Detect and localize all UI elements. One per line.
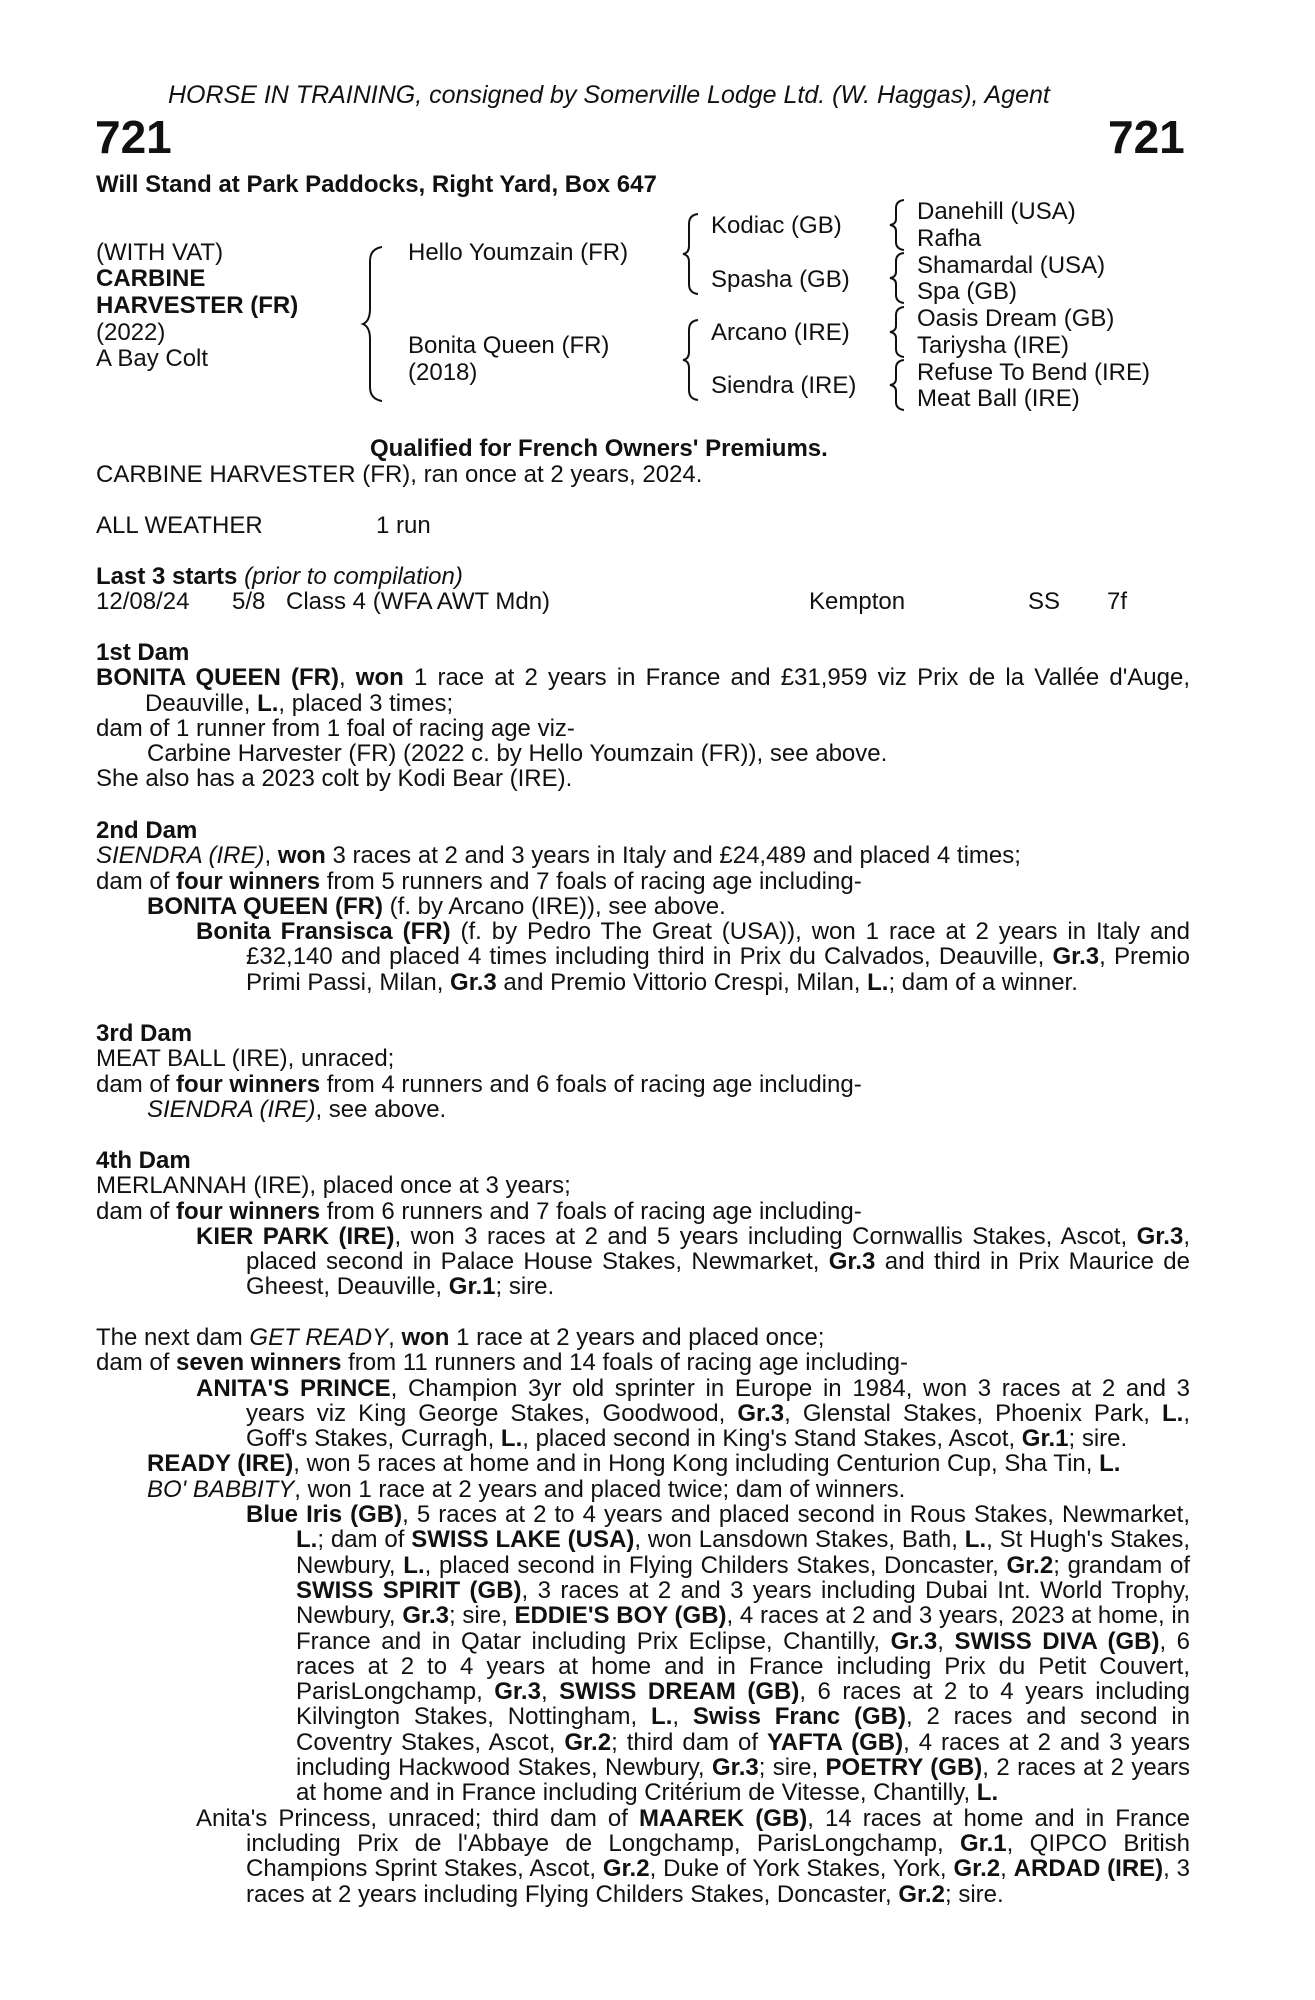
nd-l2b: seven winners bbox=[176, 1349, 342, 1377]
pedigree-brace-g4 bbox=[886, 358, 910, 412]
blue-t8: ; sire, bbox=[449, 1602, 515, 1630]
ap-b4: Gr.2 bbox=[953, 1855, 1001, 1883]
fourth-dam-produce-summary bbox=[96, 1199, 1190, 1224]
blue-t13: , 6 races at 2 to 4 years including Kilvington Stakes, Nottingham, bbox=[296, 1678, 1190, 1731]
pedigree-sire: Hello Youmzain (FR) bbox=[408, 239, 629, 266]
lot-number-right: 721 bbox=[1108, 111, 1185, 163]
ready-b1: L. bbox=[1099, 1450, 1121, 1478]
fourth-dam-section bbox=[96, 1148, 1190, 1300]
blue-b4: L. bbox=[403, 1551, 425, 1579]
d4-b3: Gr.1 bbox=[448, 1273, 496, 1301]
pedigree-g8: Meat Ball (IRE) bbox=[917, 385, 1080, 412]
d4-b2: Gr.3 bbox=[828, 1248, 876, 1276]
ap-b6: Gr.2 bbox=[898, 1880, 946, 1908]
blue-t7: , 3 races at 2 and 3 years including Dubai Int. World Trophy, Newbury, bbox=[296, 1576, 1190, 1630]
d3-l3a: SIENDRA (IRE) bbox=[147, 1095, 316, 1123]
blue-b13: L. bbox=[651, 1703, 673, 1731]
blue-t14: , bbox=[672, 1703, 693, 1731]
d4-l2b: four winners bbox=[176, 1197, 321, 1225]
blue-b9: Gr.3 bbox=[890, 1627, 938, 1655]
fourth-dam-heading: 4th Dam bbox=[96, 1147, 191, 1174]
d4-l2a: dam of bbox=[96, 1197, 177, 1225]
last-starts-note: (prior to compilation) bbox=[244, 563, 463, 590]
start-race: Class 4 (WFA AWT Mdn) bbox=[286, 588, 551, 615]
anita-b4: Gr.1 bbox=[1021, 1425, 1069, 1453]
blue-b19: L. bbox=[976, 1779, 999, 1807]
blue-t17: , 4 races at 2 and 3 years including Hackwood Stakes, Newbury, bbox=[296, 1728, 1190, 1782]
d3-l2b: four winners bbox=[176, 1070, 321, 1098]
first-dam-name: BONITA QUEEN (FR) bbox=[96, 664, 339, 692]
d4-t2: , placed second in Palace House Stakes, Newmarket, bbox=[246, 1222, 1190, 1276]
anita-t5: ; sire. bbox=[1068, 1425, 1128, 1453]
ap-b3: Gr.2 bbox=[602, 1855, 650, 1883]
blue-b17: Gr.3 bbox=[712, 1754, 759, 1782]
second-dam-name: SIENDRA (IRE) bbox=[96, 842, 265, 870]
blue-b15: Gr.2 bbox=[564, 1728, 612, 1756]
first-dam-listed: L. bbox=[257, 689, 279, 717]
ready-t1: , won 5 races at home and in Hong Kong including Centurion Cup, Sha Tin, bbox=[293, 1450, 1100, 1478]
nd-l1c: , bbox=[388, 1324, 402, 1351]
second-dam-produce-summary bbox=[96, 869, 1190, 894]
ap-b5: ARDAD (IRE) bbox=[1013, 1855, 1164, 1883]
race-summary: CARBINE HARVESTER (FR), ran once at 2 years, 2024. bbox=[96, 461, 703, 488]
blue-t2: ; dam of bbox=[317, 1526, 412, 1554]
p2-t4: ; dam of a winner. bbox=[888, 968, 1078, 996]
anita-b3: L. bbox=[500, 1425, 523, 1453]
pedigree-sire-sire: Kodiac (GB) bbox=[711, 212, 842, 239]
p2-t3: and Premio Vittorio Crespi, Milan, bbox=[496, 968, 868, 996]
first-dam-won: won bbox=[355, 664, 404, 692]
blue-b14: Swiss Franc (GB) bbox=[692, 1703, 906, 1731]
fourth-dam-produce-1 bbox=[96, 1224, 1190, 1300]
d4-b1: Gr.3 bbox=[1136, 1222, 1184, 1250]
pedigree-brace-g1 bbox=[886, 198, 910, 252]
pedigree-g3: Shamardal (USA) bbox=[917, 252, 1106, 279]
first-dam-produce-1: Carbine Harvester (FR) (2022 c. by Hello Youmzain (FR)), see above. bbox=[147, 740, 888, 768]
pedigree-g7: Refuse To Bend (IRE) bbox=[917, 359, 1151, 386]
blue-t12: , bbox=[540, 1678, 560, 1706]
next-dam-produce-summary bbox=[96, 1350, 1190, 1375]
blue-b2: SWISS LAKE (USA) bbox=[411, 1526, 635, 1554]
third-dam-produce-1 bbox=[96, 1097, 1190, 1122]
qualified-note: Qualified for French Owners' Premiums. bbox=[370, 435, 828, 462]
ap-t4: , Duke of York Stakes, York, bbox=[649, 1855, 954, 1883]
ap-b2: Gr.1 bbox=[959, 1829, 1007, 1857]
start-going: SS bbox=[1028, 588, 1061, 615]
blue-t4: , St Hugh's Stakes, Newbury, bbox=[296, 1526, 1191, 1579]
start-position: 5/8 bbox=[232, 588, 266, 615]
ap-b1: MAAREK (GB) bbox=[638, 1804, 808, 1832]
first-dam-produce-summary: dam of 1 runner from 1 foal of racing age viz- bbox=[96, 714, 575, 742]
d4-l2c: from 6 runners and 7 foals of racing age including- bbox=[320, 1197, 862, 1225]
second-dam-l2c: from 5 runners and 7 foals of racing age including- bbox=[320, 867, 862, 895]
third-dam-produce-summary bbox=[96, 1072, 1190, 1097]
nd-l2a: dam of bbox=[96, 1349, 177, 1377]
first-dam-text1: 1 race at 2 years in France and £31,959 viz Prix de la Vallée d'Auge, Deauville, bbox=[145, 664, 1190, 717]
blue-b1: L. bbox=[296, 1526, 318, 1554]
start-date: 12/08/24 bbox=[96, 588, 190, 615]
blue-t6: ; grandam of bbox=[1053, 1551, 1191, 1579]
horse-name-line1: CARBINE bbox=[96, 265, 206, 292]
anita-b1: Gr.3 bbox=[737, 1399, 785, 1427]
first-dam-heading: 1st Dam bbox=[96, 639, 190, 666]
pedigree-sire-dam: Spasha (GB) bbox=[711, 266, 850, 293]
blue-t1: , 5 races at 2 to 4 years and placed second in Rous Stakes, Newmarket, bbox=[402, 1501, 1190, 1529]
d4-t3: and third in Prix Maurice de Gheest, Deauville, bbox=[246, 1248, 1190, 1301]
produce-bo-babbity bbox=[96, 1477, 1190, 1502]
produce-anitas-prince bbox=[96, 1376, 1190, 1452]
ap-t3: , QIPCO British Champions Sprint Stakes, Ascot, bbox=[246, 1829, 1191, 1883]
pedigree-brace-g2 bbox=[886, 251, 910, 305]
lot-number-left: 721 bbox=[95, 111, 172, 163]
anita-t3: , Goff's Stakes, Curragh, bbox=[246, 1399, 1190, 1453]
pedigree-g1: Danehill (USA) bbox=[917, 198, 1076, 225]
third-dam-record: MEAT BALL (IRE), unraced; bbox=[96, 1045, 395, 1073]
first-dam-section bbox=[96, 640, 1190, 792]
p2-t1: (f. by Pedro The Great (USA)), won 1 race at 2 years in Italy and £32,140 and placed 4 times including third in Prix du Calvados, Deauville, bbox=[246, 918, 1190, 971]
start-distance: 7f bbox=[1107, 588, 1128, 615]
second-dam-produce-1 bbox=[96, 894, 1190, 919]
anita-b2: L. bbox=[1162, 1399, 1184, 1427]
blue-b18: POETRY (GB) bbox=[825, 1754, 983, 1782]
d3-l2c: from 4 runners and 6 foals of racing age including- bbox=[320, 1070, 862, 1098]
d4-t1: , won 3 races at 2 and 5 years including Cornwallis Stakes, Ascot, bbox=[394, 1222, 1137, 1250]
horse-year: (2022) bbox=[96, 319, 166, 346]
last-starts-heading bbox=[96, 564, 463, 589]
surface-label: ALL WEATHER bbox=[96, 512, 263, 539]
blue-t9: , 4 races at 2 and 3 years, 2023 at home, in France and in Qatar including Prix Eclipse, Chantilly, bbox=[296, 1602, 1191, 1655]
d3-l3b: , see above. bbox=[315, 1095, 447, 1123]
nd-l1a: The next dam bbox=[96, 1324, 250, 1351]
blue-b7: Gr.3 bbox=[402, 1602, 450, 1630]
blue-b8: EDDIE'S BOY (GB) bbox=[514, 1602, 727, 1630]
blue-t15: , 2 races and second in Coventry Stakes, Ascot, bbox=[296, 1703, 1191, 1756]
ap-t7: ; sire. bbox=[945, 1880, 1004, 1908]
p2-b3: L. bbox=[867, 968, 889, 996]
blue-b10: SWISS DIVA (GB) bbox=[954, 1627, 1160, 1655]
d3-l2a: dam of bbox=[96, 1070, 177, 1098]
blue-name: Blue Iris (GB) bbox=[246, 1501, 403, 1529]
first-dam-record: BONITA QUEEN (FR), won 1 race at 2 years in France and £31,959 viz Prix de la Vallée d'Auge, Deauville, L., placed 3 times; bbox=[96, 664, 1190, 717]
blue-b11: Gr.3 bbox=[494, 1678, 541, 1706]
pedigree-dam: Bonita Queen (FR) bbox=[408, 332, 610, 359]
pedigree-g6: Tariysha (IRE) bbox=[917, 332, 1070, 359]
next-dam-record bbox=[96, 1325, 1190, 1350]
produce-anitas-princess bbox=[96, 1806, 1190, 1907]
produce-bonita-fransisca: Bonita Fransisca (FR) bbox=[196, 918, 451, 946]
d4-t4: ; sire. bbox=[495, 1273, 555, 1301]
blue-b12: SWISS DREAM (GB) bbox=[559, 1678, 800, 1706]
second-dam-heading: 2nd Dam bbox=[96, 817, 198, 844]
anita-t1: , Champion 3yr old sprinter in Europe in 1984, won 3 races at 2 and 3 years viz King George Stakes, Goodwood, bbox=[246, 1374, 1190, 1427]
consignment-line: HORSE IN TRAINING, consigned by Somerville Lodge Ltd. (W. Haggas), Agent bbox=[168, 81, 1050, 109]
pedigree-g5: Oasis Dream (GB) bbox=[917, 305, 1115, 332]
pedigree-dam-dam: Siendra (IRE) bbox=[711, 372, 857, 399]
second-dam-won: won bbox=[277, 842, 326, 870]
blue-b16: YAFTA (GB) bbox=[767, 1728, 904, 1756]
produce-kier-park: KIER PARK (IRE) bbox=[196, 1222, 395, 1250]
ap-t6: , 3 races at 2 years including Flying Childers Stakes, Doncaster, bbox=[246, 1855, 1191, 1908]
blue-b3: L. bbox=[964, 1526, 987, 1554]
nd-l2c: from 11 runners and 14 foals of racing age including- bbox=[341, 1349, 909, 1377]
blue-t5: , placed second in Flying Childers Stakes, Doncaster, bbox=[424, 1551, 1007, 1579]
second-dam-l2a: dam of bbox=[96, 867, 177, 895]
third-dam-heading: 3rd Dam bbox=[96, 1020, 193, 1047]
pedigree-brace-sire bbox=[680, 212, 704, 296]
surface-value: 1 run bbox=[376, 512, 431, 539]
second-dam-l2b: four winners bbox=[176, 867, 321, 895]
pedigree-g2: Rafha bbox=[917, 225, 982, 252]
pedigree-brace-dam bbox=[680, 318, 704, 402]
bo-t1: , won 1 race at 2 years and placed twice; dam of winners. bbox=[294, 1475, 906, 1503]
ready-name: READY (IRE) bbox=[147, 1450, 294, 1478]
blue-t11: , 6 races at 2 to 4 years at home and in France including Prix du Petit Couvert, ParisLongchamp, bbox=[296, 1627, 1191, 1706]
start-course: Kempton bbox=[809, 588, 906, 615]
blue-t16: ; third dam of bbox=[611, 1728, 767, 1756]
produce-bonita-queen-text: (f. by Arcano (IRE)), see above. bbox=[382, 892, 726, 920]
third-dam-section bbox=[96, 1021, 1190, 1122]
anita-name: ANITA'S PRINCE bbox=[196, 1374, 391, 1402]
blue-t19: , 2 races at 2 years at home and in France including Critérium de Vitesse, Chantilly, bbox=[296, 1754, 1191, 1807]
p2-t2: , Premio Primi Passi, Milan, bbox=[246, 943, 1190, 996]
pedigree-brace-g3 bbox=[886, 305, 910, 359]
anita-t4: , placed second in King's Stand Stakes, Ascot, bbox=[522, 1425, 1022, 1453]
blue-t18: ; sire, bbox=[758, 1754, 826, 1782]
second-dam-section bbox=[96, 818, 1190, 995]
first-dam-note: She also has a 2023 colt by Kodi Bear (IRE). bbox=[96, 765, 573, 793]
next-dam-section bbox=[96, 1325, 1190, 1907]
bo-name: BO' BABBITY bbox=[147, 1475, 295, 1503]
ap-t2: , 14 races at home and in France including Prix de l'Abbaye de Longchamp, ParisLongchamp, bbox=[246, 1804, 1190, 1857]
pedigree-dam-year: (2018) bbox=[408, 359, 478, 386]
nd-l1e: 1 race at 2 years and placed once; bbox=[449, 1324, 825, 1351]
vat-note: (WITH VAT) bbox=[96, 239, 224, 266]
blue-t3: , won Lansdown Stakes, Bath, bbox=[634, 1526, 965, 1554]
p2-b1: Gr.3 bbox=[1052, 943, 1100, 971]
blue-t10: , bbox=[937, 1627, 955, 1655]
p2-b2: Gr.3 bbox=[450, 968, 497, 996]
first-dam-text2: , placed 3 times; bbox=[278, 689, 454, 717]
pedigree-g4: Spa (GB) bbox=[917, 278, 1018, 305]
fourth-dam-record: MERLANNAH (IRE), placed once at 3 years; bbox=[96, 1172, 571, 1200]
blue-b6: SWISS SPIRIT (GB) bbox=[296, 1576, 522, 1604]
nd-l1b: GET READY bbox=[249, 1324, 389, 1351]
second-dam-sep: , bbox=[264, 842, 278, 870]
produce-blue-iris bbox=[96, 1502, 1190, 1806]
horse-name-line2: HARVESTER (FR) bbox=[96, 292, 299, 319]
last-starts-title: Last 3 starts bbox=[96, 563, 238, 590]
anita-t2: , Glenstal Stakes, Phoenix Park, bbox=[784, 1399, 1162, 1427]
produce-bonita-queen: BONITA QUEEN (FR) bbox=[147, 892, 383, 920]
stand-location: Will Stand at Park Paddocks, Right Yard, Box 647 bbox=[96, 171, 657, 198]
horse-description: A Bay Colt bbox=[96, 345, 209, 372]
second-dam-record bbox=[96, 843, 1190, 868]
produce-ready bbox=[96, 1451, 1190, 1476]
ap-t1: Anita's Princess, unraced; third dam of bbox=[196, 1804, 639, 1832]
second-dam-text1: 3 races at 2 and 3 years in Italy and £24,489 and placed 4 times; bbox=[325, 842, 1021, 870]
ap-t5: , bbox=[1000, 1855, 1014, 1883]
nd-l1d: won bbox=[401, 1324, 450, 1351]
pedigree-dam-sire: Arcano (IRE) bbox=[711, 319, 850, 346]
pedigree-brace-main bbox=[360, 245, 390, 405]
blue-b5: Gr.2 bbox=[1006, 1551, 1054, 1579]
second-dam-produce-2 bbox=[96, 919, 1190, 995]
